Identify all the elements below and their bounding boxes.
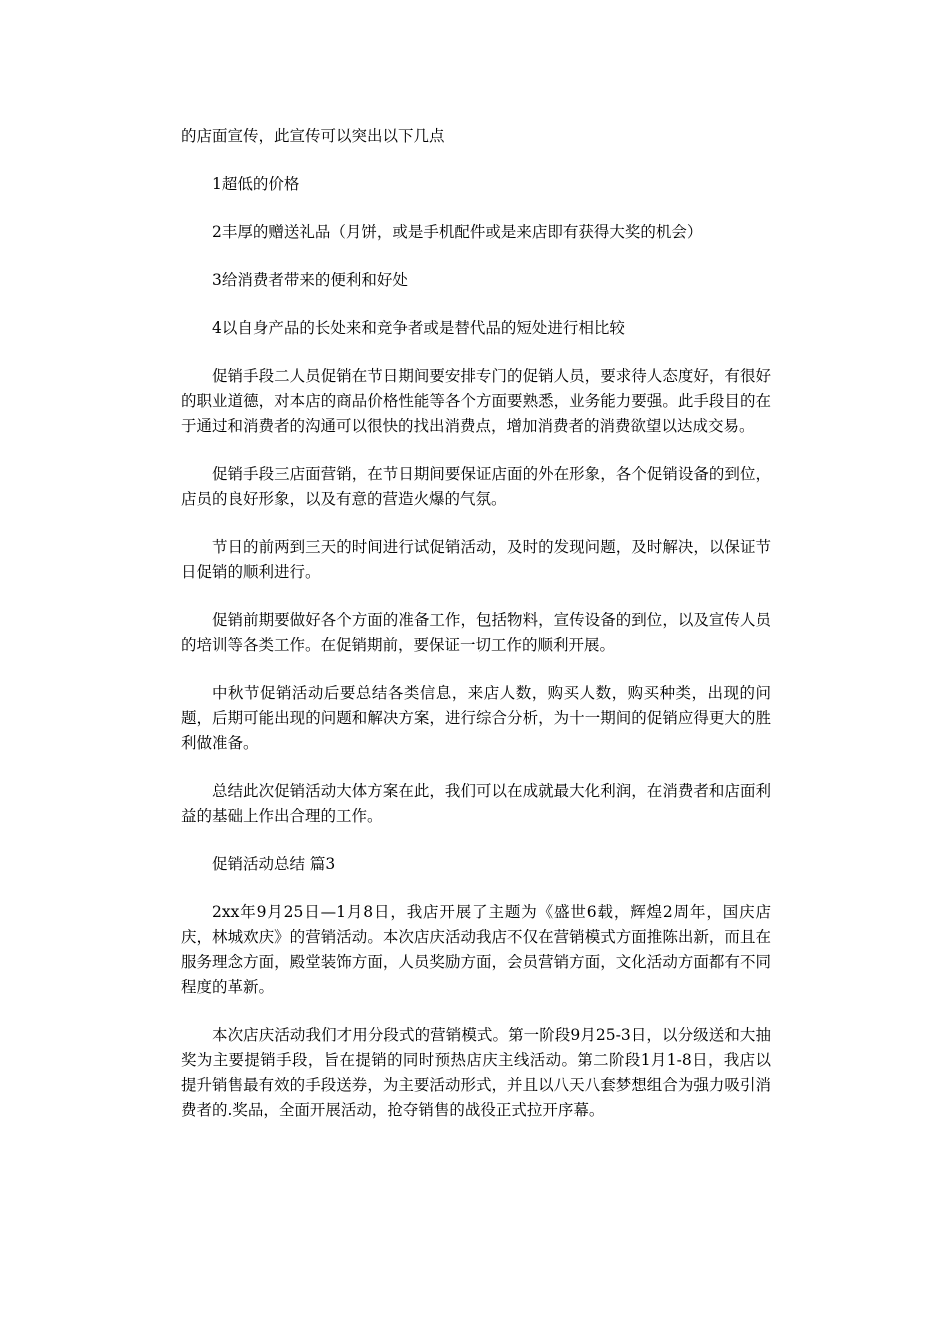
document-body xyxy=(181,124,771,1146)
paragraph-conclusion: 总结此次促销活动大体方案在此，我们可以在成就最大化利润，在消费者和店面利益的基础上作出合理的工作。 xyxy=(181,782,771,825)
list-item-4: 4以自身产品的长处来和竞争者或是替代品的短处进行相比较 xyxy=(212,319,625,337)
paragraph-store-marketing: 促销手段三店面营销，在节日期间要保证店面的外在形象，各个促销设备的到位，店员的良好形象，以及有意的营造火爆的气氛。 xyxy=(181,465,771,508)
list-item-1: 1超低的价格 xyxy=(212,175,300,193)
paragraph-trial-promotion: 节日的前两到三天的时间进行试促销活动，及时的发现问题，及时解决，以保证节日促销的顺利进行。 xyxy=(181,538,771,581)
paragraph-post-summary: 中秋节促销活动后要总结各类信息，来店人数，购买人数，购买种类，出现的问题，后期可能出现的问题和解决方案，进行综合分析，为十一期间的促销应得更大的胜利做准备。 xyxy=(181,684,771,752)
paragraph-personnel-promotion: 促销手段二人员促销在节日期间要安排专门的促销人员，要求待人态度好，有很好的职业道德，对本店的商品价格性能等各个方面要熟悉，业务能力要强。此手段目的在于通过和消费者的沟通可以很快的找出消费点，增加消费者的消费欲望以达成交易。 xyxy=(181,367,771,435)
paragraph-marketing-mode: 本次店庆活动我们才用分段式的营销模式。第一阶段9月25-3日，以分级送和大抽奖为主要提销手段，旨在提销的同时预热店庆主线活动。第二阶段1月1-8日，我店以提升销售最有效的手段送券，为主要活动形式，并且以八天八套梦想组合为强力吸引消费者的.奖品，全面开展活动，抢夺销售的战役正式拉开序幕。 xyxy=(181,1026,771,1119)
list-item-3: 3给消费者带来的便利和好处 xyxy=(212,271,408,289)
list-item-2: 2丰厚的赠送礼品（月饼，或是手机配件或是来店即有获得大奖的机会） xyxy=(212,223,703,241)
section-heading: 促销活动总结 篇3 xyxy=(212,855,336,873)
paragraph-preparation: 促销前期要做好各个方面的准备工作，包括物料，宣传设备的到位，以及宣传人员的培训等各类工作。在促销期前，要保证一切工作的顺利开展。 xyxy=(181,611,771,654)
paragraph-continuation: 的店面宣传，此宣传可以突出以下几点 xyxy=(181,127,445,145)
paragraph-anniversary-event: 2xx年9月25日—1月8日，我店开展了主题为《盛世6载，辉煌2周年，国庆店庆，林城欢庆》的营销活动。本次店庆活动我店不仅在营销模式方面推陈出新，而且在服务理念方面，殿堂装饰方面，人员奖励方面，会员营销方面，文化活动方面都有不同程度的革新。 xyxy=(181,903,771,996)
